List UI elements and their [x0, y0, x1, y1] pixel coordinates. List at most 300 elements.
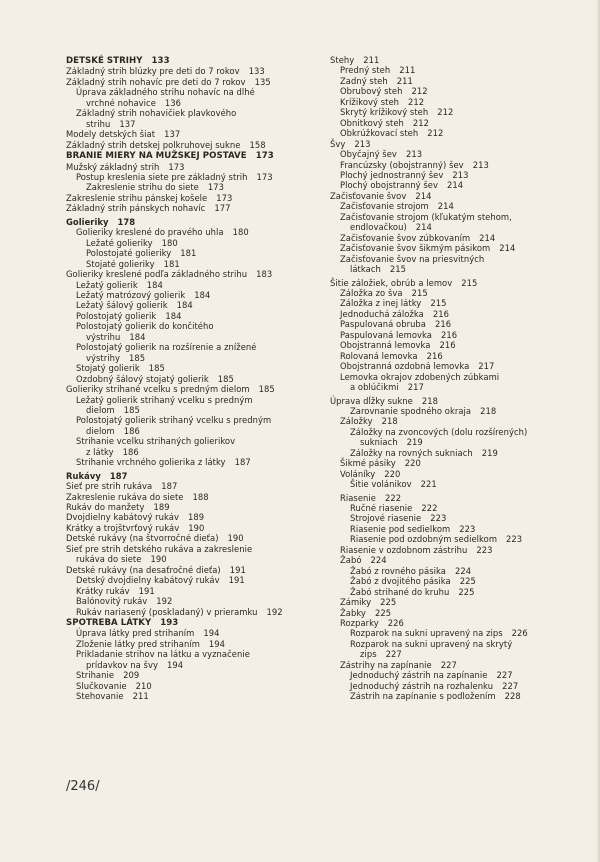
- entry-title: BRANIE MIERY NA MUŽSKEJ POSTAVE: [66, 151, 247, 162]
- index-entry: [330, 55, 572, 65]
- index-entry: [330, 608, 572, 618]
- entry-title: Plochý obojstranný šev: [340, 180, 438, 191]
- entry-page-number: 228: [504, 691, 521, 702]
- index-entry: [66, 140, 312, 150]
- index-entry: [330, 618, 572, 628]
- entry-title: Základný strih nohavíc pre deti do 7 rokov: [66, 76, 246, 87]
- entry-page-number: 192: [266, 606, 283, 617]
- entry-title: Detský dvojdielny kabátový rukáv: [76, 575, 220, 586]
- entry-title: zips: [360, 649, 377, 660]
- entry-title: Zakreslenie strihu do siete: [86, 182, 199, 193]
- entry-title: Krátky a trojštvrťový rukáv: [66, 522, 180, 533]
- entry-page-number: 211: [399, 65, 416, 76]
- entry-title: Stehy: [330, 55, 355, 65]
- entry-title: Zadný steh: [340, 75, 388, 86]
- index-entry: [66, 172, 312, 182]
- entry-page-number: 226: [387, 618, 404, 629]
- entry-page-number: 194: [166, 659, 184, 670]
- index-entry: [66, 321, 312, 331]
- entry-page-number: 216: [439, 340, 456, 351]
- entry-page-number: 189: [187, 512, 205, 523]
- entry-page-number: 186: [123, 425, 140, 436]
- entry-title: Polostojaté golieriky: [86, 248, 172, 259]
- entry-title: Riasenie: [340, 492, 376, 503]
- entry-page-number: 191: [138, 585, 155, 596]
- entry-title: Sieť pre strih detského rukáva a zakreslenie: [66, 543, 253, 554]
- entry-title: Polostojatý golierik: [76, 310, 157, 321]
- entry-page-number: 220: [404, 458, 421, 469]
- entry-page-number: 227: [385, 649, 402, 660]
- entry-title: a oblúčikmi: [350, 382, 399, 393]
- entry-page-number: 185: [129, 352, 146, 363]
- entry-page-number: 193: [160, 618, 179, 629]
- index-entry: [330, 264, 572, 274]
- entry-title: Základný strih detskej polkruhovej sukne: [66, 139, 241, 150]
- entry-title: Ležatý šálový golierik: [76, 300, 168, 311]
- index-entry: [66, 565, 312, 575]
- index-entry: [330, 427, 572, 437]
- index-entry: [330, 97, 572, 107]
- entry-title: Krátky rukáv: [76, 585, 130, 596]
- entry-page-number: 225: [459, 576, 476, 587]
- index-entry: [66, 660, 312, 670]
- index-entry: [66, 238, 312, 248]
- entry-page-number: 215: [461, 277, 478, 288]
- entry-page-number: 215: [411, 287, 428, 298]
- entry-page-number: 211: [396, 75, 413, 86]
- entry-title: Strihanie: [76, 670, 115, 681]
- entry-title: Detské rukávy (na desaťročné dieťa): [66, 564, 221, 575]
- entry-title: rukáva do siete: [76, 554, 142, 565]
- index-entry: [330, 448, 572, 458]
- entry-title: Záložky na zvoncových (dolu rozšírených): [350, 426, 528, 437]
- entry-page-number: 214: [415, 190, 432, 201]
- index-entry: [66, 66, 312, 76]
- entry-title: Polostojatý golierik na rozšírenie a znížené: [76, 342, 257, 353]
- entry-title: Začisťovanie švov na priesvitných: [340, 253, 485, 264]
- entry-title: Obojstranná lemovka: [340, 340, 431, 351]
- entry-page-number: 213: [472, 159, 489, 170]
- entry-page-number: 137: [164, 129, 181, 140]
- index-entry: [66, 300, 312, 310]
- entry-page-number: 184: [165, 310, 182, 321]
- index-entry: [330, 86, 572, 96]
- entry-title: Rolovaná lemovka: [340, 350, 418, 361]
- entry-title: Prikladanie strihov na látku a vyznačenie: [76, 649, 250, 660]
- index-entry: [330, 534, 572, 544]
- index-entry: [330, 128, 572, 138]
- entry-title: Zakreslenie rukáva do siete: [66, 491, 184, 502]
- entry-page-number: 209: [123, 670, 140, 681]
- entry-page-number: 227: [502, 680, 519, 691]
- index-entry: [330, 118, 572, 128]
- entry-title: Stojatý golierik: [76, 363, 140, 374]
- index-entry: [330, 639, 572, 649]
- index-entry: [66, 457, 312, 467]
- entry-page-number: 212: [411, 86, 428, 97]
- index-entry: [330, 649, 572, 659]
- index-entry: [66, 681, 312, 691]
- index-entry: [66, 374, 312, 384]
- index-entry: [66, 217, 312, 227]
- entry-title: Strihanie vrchného golierika z látky: [76, 457, 226, 468]
- entry-title: Francúzsky (obojstranný) šev: [340, 159, 464, 170]
- index-entry: [66, 554, 312, 564]
- entry-page-number: 180: [161, 237, 178, 248]
- index-entry: [66, 259, 312, 269]
- entry-title: Začisťovanie švov: [330, 190, 407, 201]
- index-entry: [66, 492, 312, 502]
- entry-page-number: 191: [228, 575, 245, 586]
- entry-page-number: 216: [426, 350, 443, 361]
- entry-title: Krížikový steh: [340, 96, 400, 107]
- entry-page-number: 194: [208, 638, 226, 649]
- index-entry: [66, 586, 312, 596]
- index-entry: [66, 290, 312, 300]
- entry-page-number: 223: [430, 513, 447, 524]
- index-entry: [66, 248, 312, 258]
- entry-title: Švy: [330, 138, 346, 149]
- entry-page-number: 185: [123, 404, 140, 415]
- entry-page-number: 227: [496, 670, 513, 681]
- index-entry: [330, 170, 572, 180]
- index-entry: [66, 363, 312, 373]
- left-column: [66, 55, 312, 702]
- entry-title: Obkrúžkovací steh: [340, 128, 419, 139]
- index-entry: [330, 243, 572, 253]
- entry-page-number: 222: [421, 503, 438, 514]
- entry-page-number: 185: [258, 384, 275, 395]
- index-entry: [330, 351, 572, 361]
- entry-title: Záložka zo šva: [340, 287, 403, 298]
- entry-title: Začisťovanie švov zúbkovaním: [340, 232, 471, 243]
- index-entry: [330, 372, 572, 382]
- entry-page-number: 222: [384, 492, 402, 503]
- entry-page-number: 223: [476, 544, 493, 555]
- index-entry: [66, 471, 312, 481]
- entry-title: Ležatý golierik strihaný vcelku s predným: [76, 394, 253, 405]
- index-entry: [330, 660, 572, 670]
- entry-page-number: 216: [440, 329, 458, 340]
- entry-page-number: 133: [151, 56, 170, 66]
- entry-page-number: 212: [427, 128, 444, 139]
- index-entry: [330, 201, 572, 211]
- index-entry: [66, 269, 312, 279]
- entry-title: Plochý jednostranný šev: [340, 169, 444, 180]
- entry-page-number: 191: [229, 564, 246, 575]
- entry-title: Obnitkový steh: [340, 117, 404, 128]
- entry-page-number: 212: [408, 96, 425, 107]
- entry-title: Žabky: [340, 607, 366, 618]
- index-entry: [330, 319, 572, 329]
- index-entry: [330, 524, 572, 534]
- entry-title: Riasenie v ozdobnom zástrihu: [340, 544, 468, 555]
- entry-title: Slučkovanie: [76, 680, 127, 691]
- entry-page-number: 216: [432, 308, 449, 319]
- index-entry: [330, 545, 572, 555]
- index-entry: [66, 575, 312, 585]
- entry-page-number: 213: [354, 138, 371, 149]
- entry-page-number: 173: [207, 182, 224, 193]
- entry-page-number: 221: [420, 479, 437, 490]
- index-entry: [66, 87, 312, 97]
- entry-title: Zástrihy na zapínanie: [340, 659, 432, 670]
- entry-title: Základný strih nohavičiek plavkového: [76, 108, 237, 119]
- index-entry: [330, 222, 572, 232]
- entry-title: Golieriky kreslené podľa základného strihu: [66, 269, 248, 280]
- entry-page-number: 186: [122, 446, 139, 457]
- entry-page-number: 190: [188, 522, 205, 533]
- entry-page-number: 158: [249, 139, 266, 150]
- index-entry: [66, 596, 312, 606]
- index-entry: [66, 280, 312, 290]
- entry-title: Modely detských šiat: [66, 129, 156, 140]
- entry-page-number: 213: [405, 149, 423, 160]
- entry-page-number: 178: [117, 216, 136, 227]
- entry-page-number: 214: [499, 243, 516, 254]
- entry-page-number: 211: [132, 691, 149, 702]
- index-entry: [330, 254, 572, 264]
- index-entry: [66, 227, 312, 237]
- entry-page-number: 181: [163, 258, 180, 269]
- entry-page-number: 223: [506, 534, 523, 545]
- index-entry: [330, 555, 572, 565]
- entry-title: Záložky: [340, 416, 373, 427]
- entry-title: Strojové riasenie: [350, 513, 422, 524]
- entry-page-number: 212: [437, 107, 454, 118]
- index-entry: [330, 288, 572, 298]
- entry-page-number: 185: [217, 373, 234, 384]
- entry-title: Základný strih pánskych nohavíc: [66, 203, 206, 214]
- index-entry: [66, 691, 312, 701]
- index-entry: [330, 139, 572, 149]
- index-entry: [66, 649, 312, 659]
- entry-page-number: 187: [109, 470, 128, 481]
- entry-title: Zámiky: [340, 597, 372, 608]
- entry-page-number: 192: [156, 596, 173, 607]
- entry-page-number: 187: [161, 481, 178, 492]
- index-entry: [66, 481, 312, 491]
- entry-page-number: 188: [192, 491, 209, 502]
- entry-page-number: 190: [150, 554, 167, 565]
- entry-title: Zarovnanie spodného okraja: [350, 405, 472, 416]
- entry-page-number: 219: [406, 437, 423, 448]
- index-entry: [66, 502, 312, 512]
- index-entry: [66, 512, 312, 522]
- entry-title: Šitie volánikov: [350, 479, 412, 490]
- entry-page-number: 226: [511, 628, 528, 639]
- entry-title: výstrihu: [86, 331, 121, 342]
- entry-title: Zakreslenie strihu pánskej košele: [66, 192, 208, 203]
- entry-page-number: 187: [234, 457, 251, 468]
- index-entry: [66, 353, 312, 363]
- index-entry: [66, 182, 312, 192]
- index-entry: [66, 108, 312, 118]
- entry-page-number: 184: [146, 279, 163, 290]
- entry-title: Ručné riasenie: [350, 503, 413, 514]
- entry-title: Predný steh: [340, 65, 391, 76]
- index-entry: [66, 384, 312, 394]
- index-entry: [330, 458, 572, 468]
- index-entry: [66, 544, 312, 554]
- entry-title: Obrubový steh: [340, 86, 403, 97]
- index-entry: [330, 493, 572, 503]
- index-entry: [330, 587, 572, 597]
- index-entry: [330, 298, 572, 308]
- entry-page-number: 181: [180, 248, 197, 259]
- entry-title: Dvojdielny kabátový rukáv: [66, 512, 179, 523]
- entry-page-number: 184: [194, 289, 211, 300]
- entry-title: Základný strih blúzky pre deti do 7 rokov: [66, 66, 240, 77]
- entry-title: dielom: [86, 425, 115, 436]
- entry-title: Rukáv nariasený (poskladaný) v prieramku: [76, 606, 258, 617]
- entry-title: Obyčajný šev: [340, 149, 397, 160]
- entry-page-number: 180: [232, 227, 249, 238]
- entry-page-number: 217: [407, 382, 424, 393]
- page-edge-shadow: [596, 0, 600, 862]
- entry-page-number: 213: [452, 169, 469, 180]
- entry-page-number: 133: [248, 66, 265, 77]
- index-entry: [330, 681, 572, 691]
- index-entry: [66, 193, 312, 203]
- index-entry: [330, 212, 572, 222]
- entry-title: Začisťovanie švov šikmým pásikom: [340, 243, 491, 254]
- entry-title: prídavkov na švy: [86, 659, 158, 670]
- index-entry: [66, 56, 312, 66]
- entry-title: Zloženie látky pred strihaním: [76, 638, 200, 649]
- entry-title: Strihanie vcelku strihaných golierikov: [76, 436, 236, 447]
- index-entry: [330, 416, 572, 426]
- entry-title: z látky: [86, 446, 114, 457]
- entry-page-number: 214: [446, 180, 464, 191]
- entry-title: Zástrih na zapínanie s podložením: [350, 691, 496, 702]
- entry-title: endlovačkou): [350, 222, 407, 233]
- entry-page-number: 173: [256, 171, 273, 182]
- entry-page-number: 189: [153, 502, 170, 513]
- entry-page-number: 214: [437, 201, 454, 212]
- index-entry: [66, 618, 312, 628]
- entry-title: Rozparok na sukni upravený na zips: [350, 628, 503, 639]
- entry-title: výstrihy: [86, 352, 120, 363]
- entry-page-number: 225: [374, 607, 392, 618]
- index-entry: [330, 469, 572, 479]
- entry-title: Žabó: [340, 555, 362, 566]
- entry-title: Riasenie pod ozdobným sedielkom: [350, 534, 498, 545]
- entry-page-number: 227: [440, 659, 457, 670]
- index-entry: [66, 129, 312, 139]
- entry-page-number: 216: [434, 319, 452, 330]
- entry-page-number: 214: [479, 232, 496, 243]
- entry-title: Detské rukávy (na štvorročné dieťa): [66, 533, 219, 544]
- index-entry: [66, 533, 312, 543]
- index-entry: [330, 361, 572, 371]
- entry-page-number: 214: [415, 222, 432, 233]
- entry-title: Jednoduchá záložka: [340, 308, 424, 319]
- entry-title: sukniach: [360, 437, 398, 448]
- entry-title: Rozparok na sukni upravený na skrytý: [350, 638, 513, 649]
- index-entry: [330, 691, 572, 701]
- index-entry: [66, 405, 312, 415]
- entry-page-number: 173: [255, 151, 274, 162]
- entry-title: Šikmé pásiky: [340, 458, 396, 469]
- entry-page-number: 184: [176, 300, 193, 311]
- entry-page-number: 215: [430, 298, 447, 309]
- entry-title: Sieť pre strih rukáva: [66, 481, 153, 492]
- entry-title: Paspulovaná lemovka: [340, 329, 432, 340]
- index-entry: [66, 342, 312, 352]
- entry-title: Žabó z rovného pásika: [350, 565, 446, 576]
- index-entry: [330, 330, 572, 340]
- entry-title: Šitie záložiek, obrúb a lemov: [330, 277, 453, 288]
- entry-page-number: 194: [203, 628, 220, 639]
- entry-page-number: 225: [458, 586, 475, 597]
- index-entry: [330, 406, 572, 416]
- entry-page-number: 173: [216, 192, 233, 203]
- index-entry: [66, 119, 312, 129]
- entry-page-number: 211: [363, 55, 380, 65]
- index-entry: [66, 151, 312, 161]
- entry-page-number: 224: [454, 565, 472, 576]
- entry-title: SPOTREBA LÁTKY: [66, 618, 152, 629]
- index-entry: [330, 65, 572, 75]
- right-column: [330, 55, 572, 702]
- entry-page-number: 212: [412, 117, 430, 128]
- index-entry: [330, 233, 572, 243]
- index-entry: [330, 597, 572, 607]
- entry-title: Žabó z dvojitého pásika: [350, 576, 451, 587]
- page-number: /246/: [66, 779, 100, 794]
- index-entry: [66, 426, 312, 436]
- entry-page-number: 219: [481, 447, 498, 458]
- entry-title: Polostojatý golierik strihaný vcelku s predným: [76, 415, 272, 426]
- entry-title: Záložky na rovných sukniach: [350, 447, 473, 458]
- entry-page-number: 218: [480, 405, 497, 416]
- entry-page-number: 220: [384, 468, 401, 479]
- entry-title: Polostojatý golierik do končitého: [76, 321, 214, 332]
- entry-title: Úprava základného strihu nohavíc na dlhé: [76, 87, 255, 98]
- index-entry: [330, 566, 572, 576]
- entry-title: Paspulovaná obruba: [340, 319, 426, 330]
- index-entry: [330, 107, 572, 117]
- entry-title: Golieriky strihané vcelku s predným dielom: [66, 384, 250, 395]
- entry-title: Rozparky: [340, 618, 379, 629]
- entry-title: Mužský základný strih: [66, 161, 160, 172]
- index-entry: [66, 670, 312, 680]
- entry-title: Úprava látky pred strihaním: [76, 628, 195, 639]
- entry-title: Rukáv do manžety: [66, 502, 145, 513]
- entry-page-number: 225: [380, 597, 397, 608]
- index-entry: [330, 76, 572, 86]
- entry-title: Golieriky: [66, 216, 109, 227]
- entry-title: Úprava dĺžky sukne: [330, 395, 413, 406]
- entry-title: Balónovitý rukáv: [76, 596, 148, 607]
- index-entry: [330, 437, 572, 447]
- entry-title: Rukávy: [66, 470, 101, 481]
- index-entry: [66, 607, 312, 617]
- index-entry: [330, 503, 572, 513]
- index-entry: [330, 191, 572, 201]
- entry-title: Začisťovanie strojom (kľukatým stehom,: [340, 211, 512, 222]
- index-entry: [330, 180, 572, 190]
- index-entry: [66, 639, 312, 649]
- entry-title: dielom: [86, 404, 115, 415]
- entry-title: Stojaté golieriky: [86, 258, 155, 269]
- index-entry: [66, 162, 312, 172]
- entry-page-number: 185: [148, 363, 165, 374]
- entry-title: Obojstranná ozdobná lemovka: [340, 361, 470, 372]
- entry-title: Jednoduchý zástrih na zapínanie: [350, 670, 488, 681]
- index-entry: [330, 396, 572, 406]
